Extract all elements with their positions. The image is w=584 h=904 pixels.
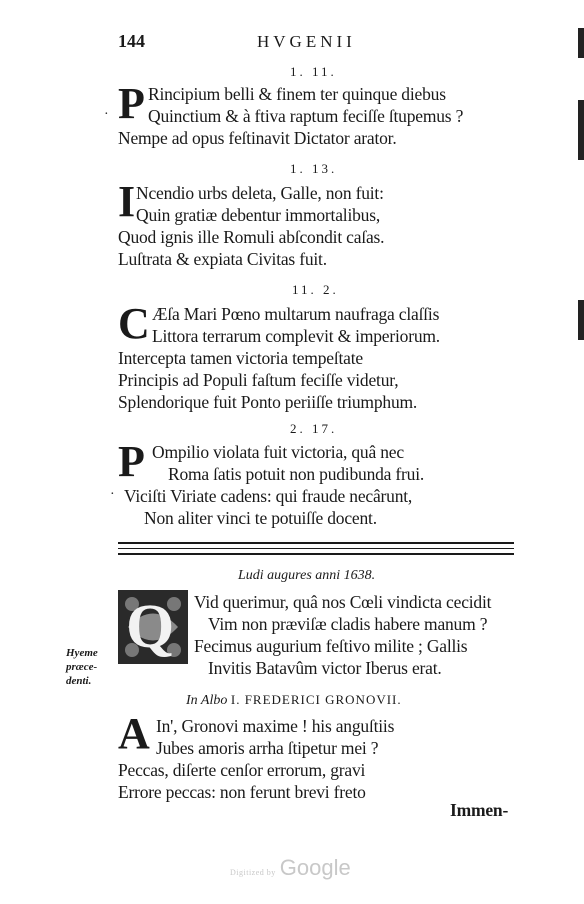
margin-dot: · [104, 107, 109, 122]
page-edge [578, 28, 584, 58]
poem-heading: Ludi augures anni 1638. [238, 568, 376, 583]
verse-line: Non aliter vinci te potuiſſe docent. [144, 508, 377, 528]
drop-cap: Q [126, 593, 175, 661]
separator-rule [118, 542, 514, 544]
page-number: 144 [118, 31, 145, 51]
drop-cap: A [118, 709, 150, 758]
verse-line: Roma ſatis potuit non pudibunda frui. [168, 464, 425, 484]
verse-line: Æſa Mari Pœno multarum naufraga claſſis [152, 304, 440, 324]
verse-line: Vim non præviſæ cladis habere manum ? [208, 614, 488, 634]
verse-line: Quin gratiæ debentur immortalibus, [136, 205, 380, 225]
poem-heading: 1. 11. [290, 64, 337, 79]
verse-line: Fecimus augurium feſtivo milite ; Gallis [194, 636, 468, 656]
margin-note-line: denti. [66, 675, 92, 687]
ornamental-initial [118, 590, 188, 664]
verse-line: Ompilio violata fuit victoria, quâ nec [152, 442, 404, 462]
catchword: Immen- [450, 800, 509, 820]
verse-line: Errore peccas: non ferunt brevi freto [118, 782, 366, 802]
verse-line: Quinctium & à ftiva raptum feciſſe ſtupemus ? [148, 106, 464, 126]
poem-heading: 11. 2. [292, 282, 339, 297]
poem-heading: 1. 13. [290, 161, 338, 176]
running-head: HVGENII [257, 32, 356, 51]
verse-line: Principis ad Populi faſtum feciſſe videtur, [118, 370, 399, 390]
drop-cap: I [118, 177, 136, 226]
verse-line: Luſtrata & expiata Civitas fuit. [118, 249, 327, 269]
watermark-small: Digitized by [230, 868, 276, 877]
verse-line: Intercepta tamen victoria tempeſtate [118, 348, 363, 368]
watermark-logo: Google [279, 855, 351, 880]
drop-cap: P [118, 437, 145, 486]
verse-line: Jubes amoris arrha ſtipetur mei ? [156, 738, 379, 758]
separator-rule [118, 553, 514, 555]
verse-line: Invitis Batavûm victor Iberus erat. [208, 658, 442, 678]
verse-line: Viciſti Viriate cadens: qui fraude necârunt, [124, 486, 413, 506]
digitized-watermark [230, 855, 351, 881]
margin-dot: · [110, 487, 115, 502]
separator-rule [118, 548, 514, 549]
drop-cap: P [118, 79, 145, 128]
verse-line: Ncendio urbs deleta, Galle, non fuit: [136, 183, 384, 203]
verse-line: Vid querimur, quâ nos Cœli vindicta cecidit [194, 592, 492, 612]
drop-cap: C [118, 299, 150, 348]
verse-line: Nempe ad opus feſtinavit Dictator arator. [118, 128, 397, 148]
page-edge [578, 300, 584, 340]
heading-name: I. FREDERICI GRONOVII. [230, 692, 402, 707]
verse-line: Littora terrarum complevit & imperiorum. [152, 326, 440, 346]
margin-note [66, 646, 98, 688]
verse-line: Quod ignis ille Romuli abſcondit caſas. [118, 227, 385, 247]
margin-note-line: Hyeme [66, 647, 98, 659]
verse-line: Splendorique fuit Ponto periiſſe triumphum. [118, 392, 418, 412]
verse-line: In', Gronovi maxime ! his anguſtiis [156, 716, 395, 736]
verse-line: Rincipium belli & finem ter quinque diebus [148, 84, 446, 104]
verse-line: Peccas, diſerte cenſor errorum, gravi [118, 760, 366, 780]
page-edge [578, 100, 584, 160]
poem-heading: 2. 17. [290, 421, 338, 436]
poem-heading [186, 692, 402, 709]
margin-note-line: præce- [66, 661, 98, 673]
heading-italic: In Albo [186, 693, 228, 708]
